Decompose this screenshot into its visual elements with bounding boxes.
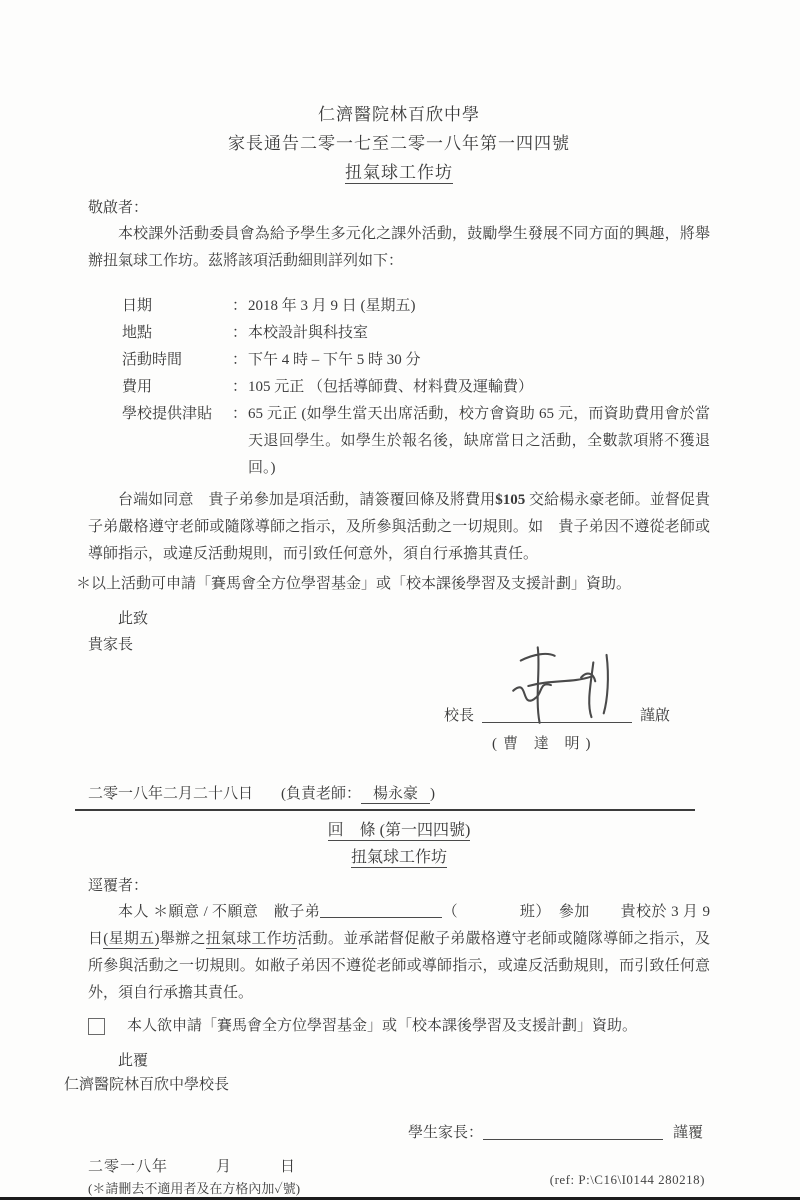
principal-sign-line bbox=[444, 704, 670, 725]
detail-row-date bbox=[122, 293, 710, 320]
detail-row-venue bbox=[122, 320, 710, 347]
teacher-in-charge-prefix: (負責老師： bbox=[281, 786, 362, 802]
teacher-in-charge-name: 楊永豪 bbox=[361, 786, 430, 804]
letter-salutation: 敬啟者： bbox=[88, 200, 149, 216]
parent-sign-label: 學生家長： bbox=[408, 1125, 484, 1141]
reply-seg2: （ 班） 參加 貴校於 3 月 9 日 bbox=[88, 904, 710, 947]
detail-label: 地點 bbox=[122, 325, 153, 341]
reply-weekday: (星期五) bbox=[103, 931, 160, 947]
principal-signature-blank[interactable] bbox=[482, 706, 632, 723]
detail-value: 下午 4 時 – 下午 5 時 30 分 bbox=[248, 352, 421, 368]
reply-closing-recipient: 仁濟醫院林百欣中學校長 bbox=[64, 1077, 230, 1093]
detail-value: 65 元正 (如學生當天出席活動，校方會資助 65 元，而資助費用會於當天退回學生。如學生於報名後，缺席當日之活動，全數款項將不獲退回。) bbox=[248, 406, 710, 476]
reply-body-paragraph bbox=[88, 899, 710, 1007]
consent-amount: $105 bbox=[495, 492, 526, 508]
detail-label: 費用 bbox=[122, 379, 153, 395]
event-title-text: 扭氣球工作坊 bbox=[345, 163, 453, 182]
detail-colon: ： bbox=[232, 379, 248, 395]
parent-respect-label: 謹覆 bbox=[673, 1125, 704, 1141]
detail-colon: ： bbox=[232, 298, 248, 314]
principal-signature-block bbox=[88, 658, 710, 781]
principal-role-label: 校長 bbox=[444, 708, 475, 724]
reply-date-blank: 二零一八年 月 日 bbox=[88, 1159, 297, 1175]
file-reference: (ref: P:\C16\I0144 280218) bbox=[549, 1172, 705, 1187]
reply-slip-title bbox=[88, 817, 710, 844]
parent-sign-line bbox=[408, 1121, 710, 1145]
event-title bbox=[88, 158, 710, 187]
detail-value: 2018 年 3 月 9 日 (星期五) bbox=[248, 298, 416, 314]
notice-number-line: 家長通告二零一七至二零一八年第一四四號 bbox=[228, 134, 570, 153]
consent-text-after: 交給楊永豪老師。並督促貴子弟嚴格遵守老師或隨隊導師之指示，及所參與活動之一切規則。如 貴子弟因不遵從老師或導師指示，或違反活動規則，而引致任何意外，須自行承擔其責任。 bbox=[88, 492, 710, 562]
detail-colon: ： bbox=[232, 352, 248, 368]
reply-seg1: 本人 ＊願意 / 不願意 敝子弟 bbox=[118, 904, 321, 920]
detail-colon: ： bbox=[232, 325, 248, 341]
reply-salutation: 逕覆者： bbox=[88, 878, 149, 894]
student-name-blank[interactable] bbox=[320, 903, 442, 918]
reply-closing-cifu: 此覆 bbox=[118, 1053, 149, 1069]
consent-paragraph bbox=[88, 487, 710, 568]
reply-activity-name: 扭氣球工作坊 bbox=[205, 931, 298, 947]
detail-label: 活動時間 bbox=[122, 352, 183, 368]
funding-option-row bbox=[88, 1015, 710, 1037]
reply-slip-subtitle-text: 扭氣球工作坊 bbox=[350, 849, 447, 866]
principal-respect-label: 謹啟 bbox=[640, 708, 671, 724]
closing-cizhi: 此致 bbox=[118, 611, 149, 627]
detail-value: 本校設計與科技室 bbox=[248, 325, 369, 341]
parent-signature-blank[interactable] bbox=[483, 1124, 663, 1140]
school-name: 仁濟醫院林百欣中學 bbox=[318, 105, 480, 124]
detail-colon: ： bbox=[232, 406, 248, 422]
issue-date: 二零一八年二月二十八日 bbox=[88, 786, 254, 802]
closing-recipient: 貴家長 bbox=[88, 637, 134, 653]
detail-row-subsidy bbox=[122, 401, 710, 482]
detail-row-fee bbox=[122, 374, 710, 401]
delete-note: (＊請刪去不適用者及在方格內加✓號) bbox=[88, 1181, 301, 1196]
detail-label: 學校提供津貼 bbox=[122, 406, 213, 422]
funding-option-label: 本人欲申請「賽馬會全方位學習基金」或「校本課後學習及支援計劃」資助。 bbox=[127, 1018, 638, 1034]
teacher-in-charge-suffix: ) bbox=[430, 786, 436, 802]
activity-details-list bbox=[122, 293, 710, 482]
consent-text-before: 台端如同意 貴子弟參加是項活動，請簽覆回條及將費用 bbox=[118, 492, 496, 508]
reply-seg3: 舉辦之 bbox=[159, 931, 206, 947]
reply-slip-title-text: 回 條 (第一四四號) bbox=[327, 822, 471, 839]
principal-name: (曹 達 明) bbox=[492, 736, 597, 752]
detail-row-time bbox=[122, 347, 710, 374]
intro-paragraph: 本校課外活動委員會為給予學生多元化之課外活動，鼓勵學生發展不同方面的興趣，將舉辦扭氣球工作坊。茲將該項活動細則詳列如下： bbox=[88, 226, 710, 269]
detail-label: 日期 bbox=[122, 298, 153, 314]
tear-off-divider bbox=[75, 809, 695, 811]
issue-date-line bbox=[88, 781, 710, 807]
reply-seg4: 活動。並承諾督促敝子弟嚴格遵守老師或隨隊導師之指示，及所參與活動之一切規則。如敝子弟因不遵從老師或導師指示，或違反活動規則，而引致任何意外，須自行承擔其責任。 bbox=[88, 931, 710, 1001]
funding-note: ＊以上活動可申請「賽馬會全方位學習基金」或「校本課後學習及支援計劃」資助。 bbox=[76, 576, 632, 592]
reply-slip-subtitle bbox=[88, 845, 710, 871]
detail-value: 105 元正 （包括導師費、材料費及運輸費） bbox=[248, 379, 534, 395]
funding-checkbox[interactable] bbox=[88, 1018, 105, 1035]
